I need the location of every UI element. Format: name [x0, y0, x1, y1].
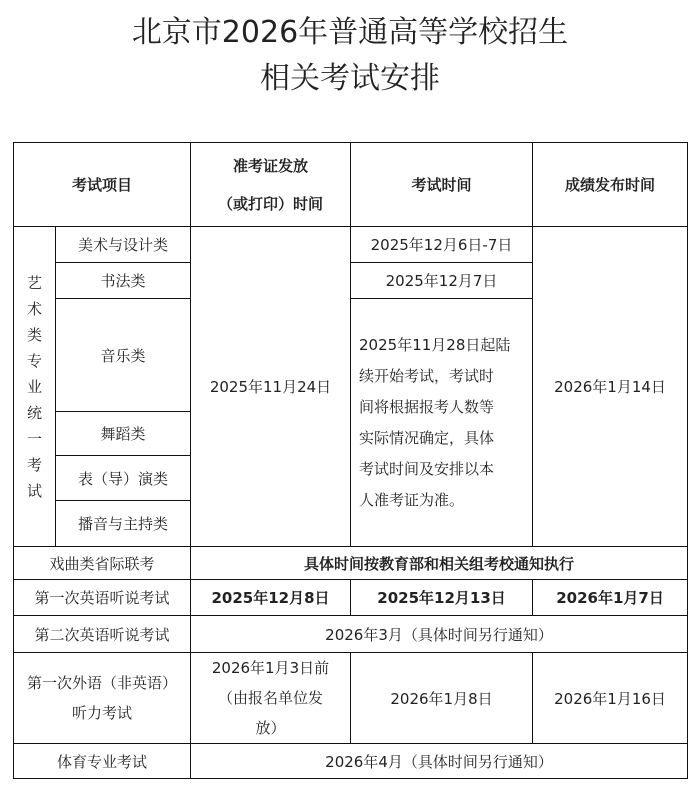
table-row: [14, 616, 688, 653]
table-row: [14, 547, 688, 580]
title-line-1: 北京市2026年普通高等学校招生: [131, 15, 569, 50]
english-1-exam: 2025年12月13日: [351, 580, 533, 616]
art-sub-broadcasting: 播音与主持类: [56, 501, 191, 547]
foreign-admission: 2026年1月3日前 （由报名单位发 放）: [191, 653, 351, 744]
art-sub-fine-arts: 美术与设计类: [56, 227, 191, 263]
english-1-admission: 2025年12月8日: [191, 580, 351, 616]
header-exam-item: 考试项目: [14, 143, 191, 227]
english-1-score: 2026年1月7日: [533, 580, 688, 616]
art-sub-performance: 表（导）演类: [56, 456, 191, 501]
table-row: [14, 580, 688, 616]
art-sub-calligraphy: 书法类: [56, 263, 191, 299]
header-row: [14, 143, 688, 227]
art-score-date: 2026年1月14日: [533, 227, 688, 547]
table-row: [14, 744, 688, 779]
art-exam-date-2: 2025年12月7日: [351, 263, 533, 299]
art-exam-note: 2025年11月28日起陆 续开始考试，考试时 间将根据报考人数等 实际情况确定，具体 考试时间及安排以本 人准考证为准。: [351, 299, 533, 547]
art-admission-date: 2025年11月24日: [191, 227, 351, 547]
foreign-score: 2026年1月16日: [533, 653, 688, 744]
english-2-label: 第二次英语听说考试: [14, 616, 191, 653]
art-sub-dance: 舞蹈类: [56, 412, 191, 456]
title-line-2: 相关考试安排: [260, 61, 440, 96]
art-sub-music: 音乐类: [56, 299, 191, 412]
drama-text: 具体时间按教育部和相关组考校通知执行: [191, 547, 688, 580]
foreign-exam: 2026年1月8日: [351, 653, 533, 744]
art-exam-date-1: 2025年12月6日-7日: [351, 227, 533, 263]
english-2-text: 2026年3月（具体时间另行通知）: [191, 616, 688, 653]
art-group-label: 艺 术 类 专 业 统 一 考 试: [14, 227, 56, 547]
exam-schedule-table: [13, 142, 688, 779]
header-score-release-time: 成绩发布时间: [533, 143, 688, 227]
pe-label: 体育专业考试: [14, 744, 191, 779]
english-1-label: 第一次英语听说考试: [14, 580, 191, 616]
table-row: [14, 653, 688, 744]
drama-label: 戏曲类省际联考: [14, 547, 191, 580]
page-title: [0, 10, 700, 102]
pe-text: 2026年4月（具体时间另行通知）: [191, 744, 688, 779]
table-row: [14, 227, 688, 263]
header-exam-time: 考试时间: [351, 143, 533, 227]
header-admission-ticket-time: 准考证发放 （或打印）时间: [191, 143, 351, 227]
foreign-label: 第一次外语（非英语） 听力考试: [14, 653, 191, 744]
